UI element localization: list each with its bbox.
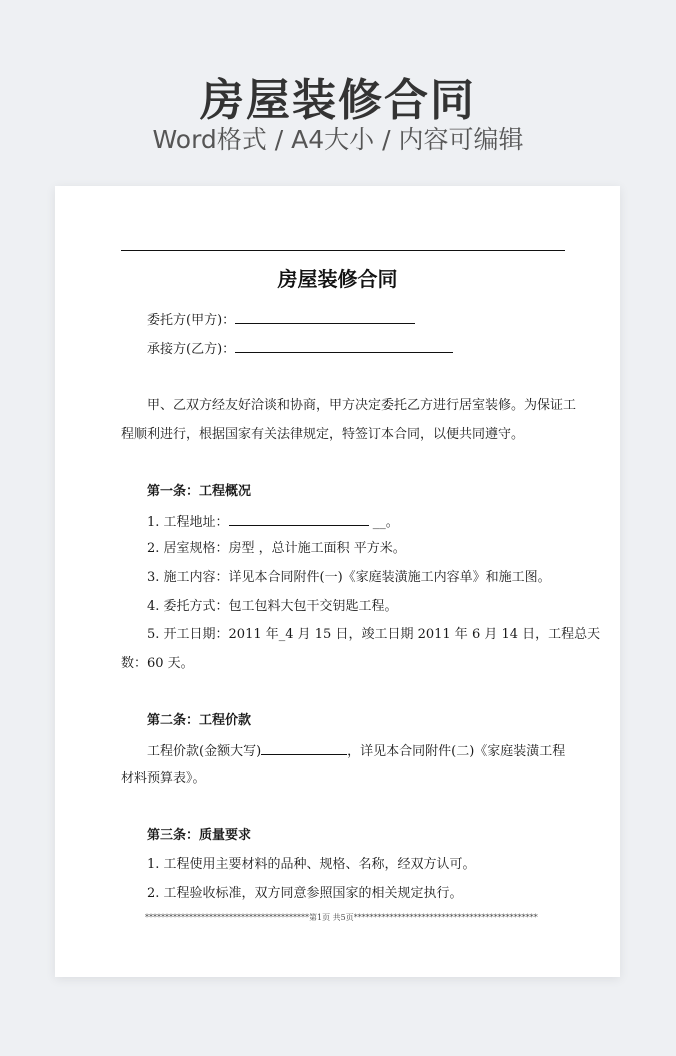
article-1-item-5-line-2: 数：60 天。 [121,656,194,671]
document-page [55,186,620,977]
price-blank [261,742,347,755]
address-tail: __。 [372,515,399,530]
article-1-item-2: 2. 居室规格：房型 ，总计施工面积 平方米。 [147,541,406,556]
party-b-row [147,340,453,358]
article-2-heading: 第二条：工程价款 [147,713,252,728]
banner-title: 房屋装修合同 [200,75,476,126]
article-1-item-1 [147,513,399,531]
intro-line-2: 程顺利进行，根据国家有关法律规定，特签订本合同，以便共同遵守。 [121,427,525,442]
header-rule [121,250,565,251]
article-1-item-5-line-1: 5. 开工日期：2011 年_4 月 15 日，竣工日期 2011 年 6 月 14 日，工程总天 [147,627,601,642]
price-label: 工程价款(金额大写) [147,744,262,759]
article-3-item-2: 2. 工程验收标准，双方同意参照国家的相关规定执行。 [147,886,463,901]
address-label: 1. 工程地址： [147,515,229,530]
article-1-item-4: 4. 委托方式：包工包料大包干交钥匙工程。 [147,599,398,614]
article-3-heading: 第三条：质量要求 [147,828,252,843]
party-b-blank [235,340,453,353]
article-1-item-3: 3. 施工内容：详见本合同附件(一)《家庭装潢施工内容单》和施工图。 [147,570,551,585]
party-b-label: 承接方(乙方)： [147,342,236,357]
intro-line-1: 甲、乙双方经友好洽谈和协商，甲方决定委托乙方进行居室装修。为保证工 [147,398,577,413]
party-a-blank [235,311,415,324]
article-2-line-1 [147,742,565,760]
article-1-heading: 第一条：工程概况 [147,484,252,499]
party-a-label: 委托方(甲方)： [147,313,236,328]
party-a-row [147,311,415,329]
article-3-item-1: 1. 工程使用主要材料的品种、规格、名称，经双方认可。 [147,857,476,872]
document-title: 房屋装修合同 [277,267,398,291]
article-2-line-2: 材料预算表》。 [121,771,206,786]
address-blank [229,513,369,526]
banner-subtitle: Word格式 / A4大小 / 内容可编辑 [152,125,524,154]
page-footer: *****************************************第1页 共5页********************************************** [145,913,538,922]
price-suffix: ，详见本合同附件(二)《家庭装潢工程 [347,744,566,759]
